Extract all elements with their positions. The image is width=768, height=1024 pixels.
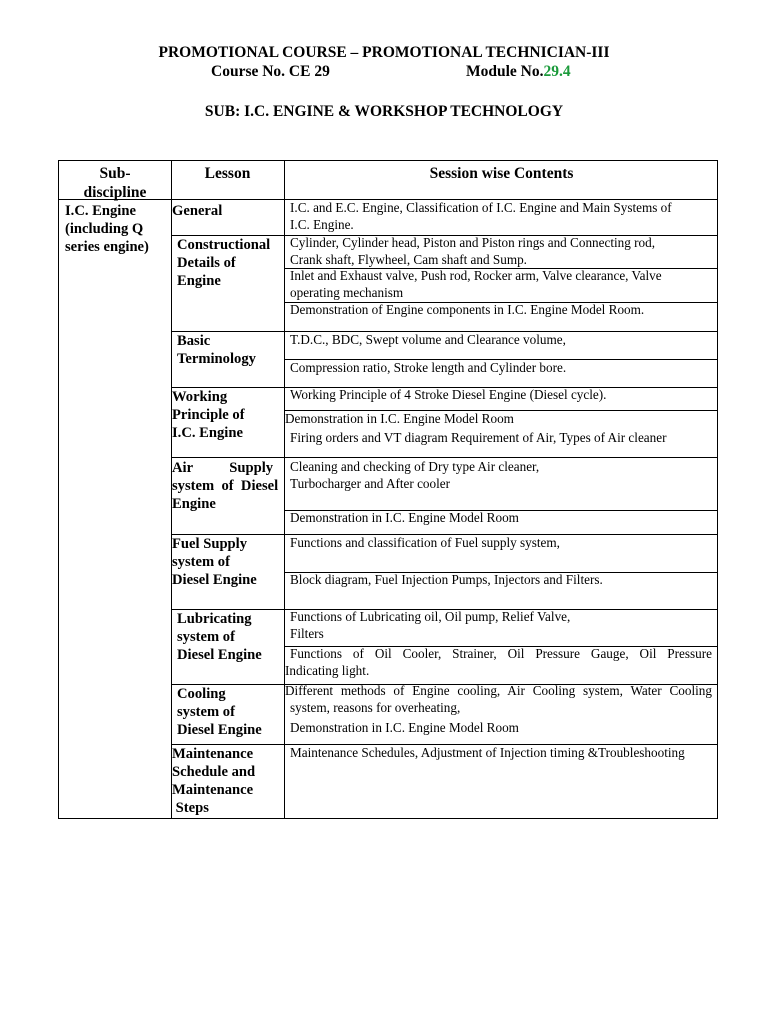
content-cell: Demonstration in I.C. Engine Model Room [290, 510, 519, 525]
course-title: PROMOTIONAL COURSE – PROMOTIONAL TECHNICIAN-III [158, 44, 610, 61]
content-cell: Functions of Oil Cooler, Strainer, Oil Pressure Gauge, Oil Pressure [290, 646, 712, 661]
column-divider [284, 161, 285, 818]
syllabus-table [58, 160, 718, 819]
module-value: 29.4 [543, 63, 571, 80]
content-cell: Firing orders and VT diagram Requirement of Air, Types of Air cleaner [290, 430, 667, 445]
content-cell: Working Principle of 4 Stroke Diesel Engine (Diesel cycle). [290, 387, 607, 402]
lesson-cell: Air Supply system of Diesel Engine [172, 460, 279, 512]
content-cell: Block diagram, Fuel Injection Pumps, Injectors and Filters. [290, 572, 603, 587]
content-cell: Cylinder, Cylinder head, Piston and Piston rings and Connecting rod, Crank shaft, Flywheel, Cam shaft and Sump. [290, 235, 656, 267]
lesson-cell: Constructional Details of Engine [177, 237, 271, 289]
lesson-cell: Cooling system of Diesel Engine [177, 686, 262, 738]
course-number: Course No. CE 29 [211, 63, 330, 80]
content-cell: Demonstration of Engine components in I.C. Engine Model Room. [290, 302, 645, 317]
module-number [466, 63, 571, 81]
header-lesson: Lesson [204, 165, 251, 182]
content-cell: Demonstration in I.C. Engine Model Room [290, 720, 519, 735]
lesson-cell: Maintenance Schedule and Maintenance Steps [172, 746, 256, 816]
lesson-cell: Working Principle of I.C. Engine [172, 389, 245, 441]
lesson-cell: General [172, 203, 223, 219]
header-contents: Session wise Contents [429, 165, 574, 182]
lesson-cell: Fuel Supply system of Diesel Engine [172, 536, 257, 588]
content-cell: Functions of Lubricating oil, Oil pump, Relief Valve, Filters [290, 609, 571, 641]
content-cell: Demonstration in I.C. Engine Model Room [285, 411, 514, 426]
content-cell: Indicating light. [285, 663, 370, 678]
content-cell: I.C. and E.C. Engine, Classification of I.C. Engine and Main Systems of I.C. Engine. [290, 200, 672, 232]
content-cell: Cleaning and checking of Dry type Air cleaner, Turbocharger and After cooler [290, 459, 540, 491]
lesson-cell: Basic Terminology [177, 333, 256, 367]
subdiscipline-cell: I.C. Engine (including Q series engine) [65, 203, 149, 255]
content-cell: Maintenance Schedules, Adjustment of Injection timing &Troubleshooting [290, 745, 685, 760]
content-cell: Different methods of Engine cooling, Air Cooling system, Water Cooling [285, 683, 712, 698]
content-cell: Inlet and Exhaust valve, Push rod, Rocker arm, Valve clearance, Valve operating mechanism [290, 268, 662, 300]
content-cell: T.D.C., BDC, Swept volume and Clearance volume, [290, 332, 566, 347]
header-subdiscipline: Sub- discipline [83, 165, 147, 201]
lesson-rule [171, 457, 717, 458]
module-label: Module No. [466, 63, 544, 80]
content-cell: Functions and classification of Fuel supply system, [290, 535, 560, 550]
content-cell: Compression ratio, Stroke length and Cylinder bore. [290, 360, 567, 375]
subject-heading: SUB: I.C. ENGINE & WORKSHOP TECHNOLOGY [204, 103, 564, 120]
lesson-cell: Lubricating system of Diesel Engine [177, 611, 262, 663]
content-cell: system, reasons for overheating, [290, 700, 461, 715]
